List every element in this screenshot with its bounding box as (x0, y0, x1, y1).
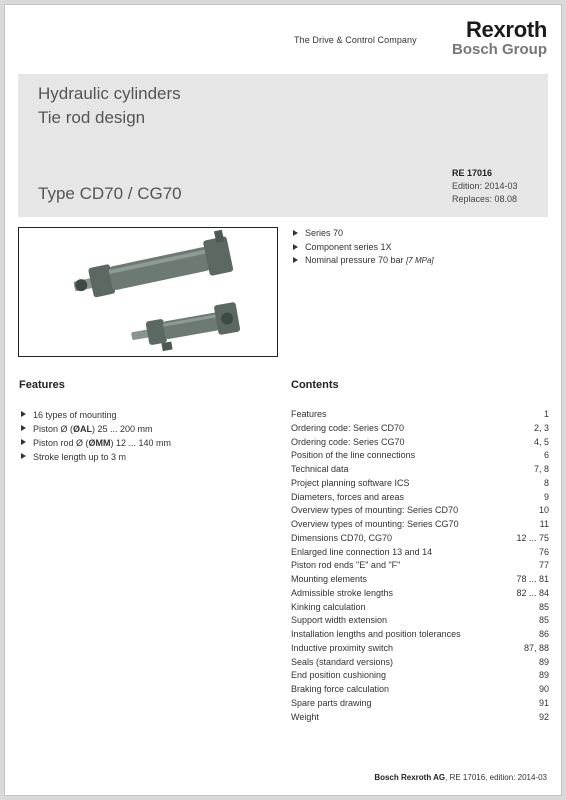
bullet-pressure (291, 254, 434, 268)
contents-item[interactable] (291, 532, 549, 546)
title-line-2: Tie rod design (38, 108, 146, 127)
contents-item-title: Position of the line connections (291, 450, 416, 461)
contents-item-title: Dimensions CD70, CG70 (291, 532, 393, 543)
contents-item-title: Overview types of mounting: Series CD70 (291, 505, 459, 516)
contents-item[interactable] (291, 614, 549, 628)
feature-stroke: Stroke length up to 3 m (19, 450, 171, 464)
contents-item-page: 92 (538, 711, 549, 722)
contents-item-page: 8 (543, 477, 549, 488)
contents-item-page: 77 (538, 560, 549, 571)
edition: Edition: 2014-03 (452, 181, 518, 191)
contents-item[interactable] (291, 642, 549, 656)
contents-item-title: Ordering code: Series CD70 (291, 422, 405, 433)
footer-company: Bosch Rexroth AG (374, 773, 446, 782)
feature-piston: Piston Ø (ØAL) 25 ... 200 mm (19, 422, 171, 436)
contents-item-title: Admissible stroke lengths (291, 587, 394, 598)
contents-item-page: 11 (539, 519, 549, 529)
contents-item-page: 91 (538, 697, 549, 708)
contents-item-title: Enlarged line connection 13 and 14 (291, 546, 433, 557)
hydraulic-cylinder-image (19, 228, 277, 356)
contents-item-title: Seals (standard versions) (291, 656, 394, 667)
contents-item-page: 85 (538, 601, 549, 612)
document-title (38, 82, 181, 130)
contents-item-title: Diameters, forces and areas (291, 491, 405, 502)
contents-item[interactable] (291, 504, 549, 518)
contents-item[interactable] (291, 477, 549, 491)
contents-item-page: 76 (538, 546, 549, 557)
contents-item-title: Mounting elements (291, 574, 368, 584)
contents-item-title: Project planning software ICS (291, 477, 410, 488)
pressure-unit: [7 MPa] (406, 256, 434, 265)
contents-item-page: 86 (538, 629, 549, 639)
contents-item[interactable] (291, 656, 549, 670)
pressure-text: Nominal pressure 70 bar (305, 255, 404, 265)
contents-item-page: 4, 5 (533, 436, 549, 447)
company-tagline: The Drive & Control Company (294, 35, 417, 45)
contents-item-page: 89 (538, 656, 549, 667)
intro-bullets (291, 227, 434, 268)
contents-item-page: 78 ... 81 (516, 574, 549, 584)
contents-item-title: Piston rod ends "E" and "F" (291, 560, 401, 571)
contents-item-page: 90 (538, 684, 549, 694)
contents-item-title: Overview types of mounting: Series CG70 (291, 519, 459, 529)
contents-item[interactable] (291, 546, 549, 560)
contents-item-title: Kinking calculation (291, 601, 366, 612)
contents-item-page: 85 (538, 615, 549, 626)
contents-item-title: Braking force calculation (291, 684, 390, 694)
contents-item-title: Spare parts drawing (291, 697, 372, 708)
brand-name: Rexroth (465, 17, 547, 42)
contents-item-title: End position cushioning (291, 670, 387, 681)
contents-item-page: 12 ... 75 (516, 532, 549, 543)
feature-rod: Piston rod Ø (ØMM) 12 ... 140 mm (19, 436, 171, 450)
contents-item-title: Ordering code: Series CG70 (291, 436, 405, 447)
contents-item[interactable] (291, 669, 549, 683)
contents-item[interactable] (291, 422, 549, 436)
contents-item[interactable] (291, 408, 549, 422)
contents-item-title: Features (291, 409, 327, 419)
contents-heading: Contents (291, 379, 339, 391)
contents-item-title: Weight (291, 711, 319, 722)
contents-item-title: Installation lengths and position tolerances (291, 629, 461, 639)
contents-item-title: Technical data (291, 464, 349, 474)
contents-item[interactable] (291, 601, 549, 615)
contents-item[interactable] (291, 491, 549, 505)
contents-item-page: 87, 88 (523, 642, 549, 653)
footer (374, 773, 547, 782)
contents-item-page: 1 (543, 409, 549, 419)
contents-item-page: 6 (543, 450, 549, 461)
contents-item[interactable] (291, 436, 549, 450)
title-line-1: Hydraulic cylinders (38, 84, 181, 103)
datasheet-page (4, 4, 562, 796)
bullet-series: Series 70 (291, 227, 434, 241)
title-band (18, 74, 548, 217)
contents-item-page: 9 (543, 491, 549, 502)
contents-item[interactable] (291, 518, 549, 532)
contents-item[interactable] (291, 573, 549, 587)
document-info (452, 167, 518, 206)
contents-item-page: 2, 3 (533, 422, 549, 433)
contents-item[interactable] (291, 587, 549, 601)
contents-item[interactable] (291, 711, 549, 725)
contents-item-page: 89 (538, 670, 549, 681)
contents-item[interactable] (291, 559, 549, 573)
contents-item-page: 7, 8 (533, 464, 549, 474)
bullet-component-series: Component series 1X (291, 241, 434, 255)
contents-list (291, 408, 549, 724)
contents-item[interactable] (291, 697, 549, 711)
rod-code: ØMM (88, 438, 111, 448)
piston-code: ØAL (73, 424, 93, 434)
replaces: Replaces: 08.08 (452, 194, 518, 204)
contents-item[interactable] (291, 463, 549, 477)
contents-item[interactable] (291, 449, 549, 463)
contents-item-title: Support width extension (291, 615, 388, 626)
contents-item[interactable] (291, 683, 549, 697)
contents-item-title: Inductive proximity switch (291, 642, 394, 653)
product-image (18, 227, 278, 357)
brand-logo (452, 19, 547, 58)
features-heading: Features (19, 379, 65, 391)
brand-group: Bosch Group (451, 41, 547, 58)
features-list (19, 408, 171, 464)
feature-mounting: 16 types of mounting (19, 408, 171, 422)
footer-text: , RE 17016, edition: 2014-03 (445, 773, 547, 782)
type-title: Type CD70 / CG70 (38, 184, 182, 203)
document-number: RE 17016 (452, 168, 493, 178)
contents-item-page: 82 ... 84 (516, 587, 549, 598)
contents-item[interactable] (291, 628, 549, 642)
contents-item-page: 10 (538, 505, 549, 516)
